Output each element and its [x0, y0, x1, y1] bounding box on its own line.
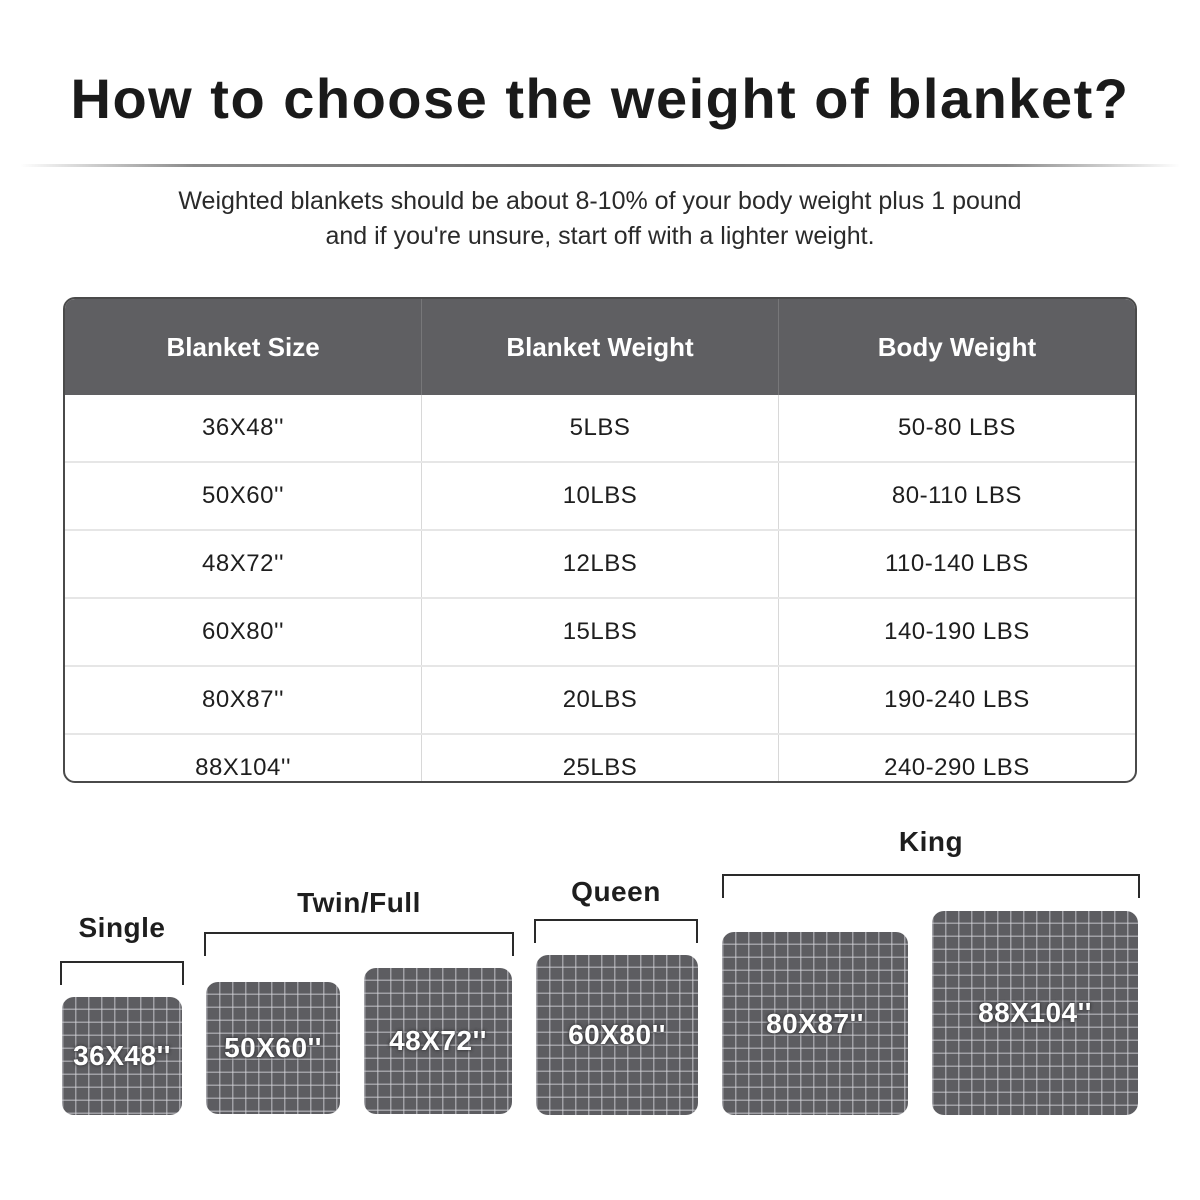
header-blanket-size: Blanket Size: [65, 299, 422, 395]
blanket-50x60: [206, 982, 340, 1114]
cell-body-weight: 80-110 LBS: [778, 462, 1135, 530]
cell-body-weight: 240-290 LBS: [778, 734, 1135, 783]
bracket-king: [722, 874, 1140, 898]
group-label-king: King: [898, 826, 964, 857]
cell-blanket-weight: 12LBS: [422, 530, 779, 598]
blanket-48x72: [364, 968, 512, 1114]
weight-table-grid: [65, 299, 1135, 783]
group-label-single: Single: [78, 912, 166, 943]
bracket-single: [60, 961, 184, 985]
header-body-weight: Body Weight: [778, 299, 1135, 395]
table-row: [65, 734, 1135, 783]
subtitle-line-1: Weighted blankets should be about 8-10% of your body weight plus 1 pound: [178, 187, 1022, 215]
blanket-size-label: 48X72'': [389, 1025, 487, 1056]
cell-size: 50X60'': [65, 462, 422, 530]
cell-body-weight: 140-190 LBS: [778, 598, 1135, 666]
weight-table: [63, 297, 1137, 783]
cell-blanket-weight: 25LBS: [422, 734, 779, 783]
cell-body-weight: 190-240 LBS: [778, 666, 1135, 734]
group-label-queen: Queen: [571, 876, 661, 907]
table-header-row: [65, 299, 1135, 395]
subtitle-line-2: and if you're unsure, start off with a lighter weight.: [325, 222, 875, 250]
blanket-size-label: 50X60'': [224, 1032, 322, 1063]
blanket-size-label: 88X104'': [978, 997, 1092, 1028]
blanket-size-label: 60X80'': [568, 1019, 666, 1050]
cell-blanket-weight: 20LBS: [422, 666, 779, 734]
blanket-size-label: 80X87'': [766, 1007, 864, 1039]
cell-body-weight: 50-80 LBS: [897, 414, 1016, 441]
blanket-36x48: [62, 997, 182, 1115]
group-label-twin-full: Twin/Full: [297, 887, 421, 918]
table-row: [65, 666, 1135, 734]
cell-blanket-weight: 10LBS: [422, 462, 779, 530]
table-row: [65, 395, 1135, 462]
cell-size: 80X87'': [65, 666, 422, 734]
bracket-queen: [534, 919, 698, 943]
page-title: How to choose the weight of blanket?: [70, 67, 1130, 130]
table-row: [65, 462, 1135, 530]
table-row: [65, 530, 1135, 598]
title-divider: [20, 164, 1180, 167]
cell-body-weight: 110-140 LBS: [778, 530, 1135, 598]
blanket-88x104: [932, 911, 1138, 1115]
blanket-80x87: [722, 932, 908, 1115]
subtitle: [0, 184, 1200, 254]
cell-size: 88X104'': [65, 734, 422, 783]
blanket-60x80: [536, 955, 698, 1115]
cell-blanket-weight: 5LBS: [422, 395, 779, 462]
bracket-twin-full: [204, 932, 514, 956]
cell-size: 48X72'': [65, 530, 422, 598]
blanket-size-label: 36X48'': [73, 1040, 171, 1071]
table-row: [65, 598, 1135, 666]
cell-size: 36X48'': [65, 395, 422, 462]
cell-blanket-weight: 15LBS: [422, 598, 779, 666]
header-blanket-weight: Blanket Weight: [422, 299, 779, 395]
cell-size: 60X80'': [65, 598, 422, 666]
